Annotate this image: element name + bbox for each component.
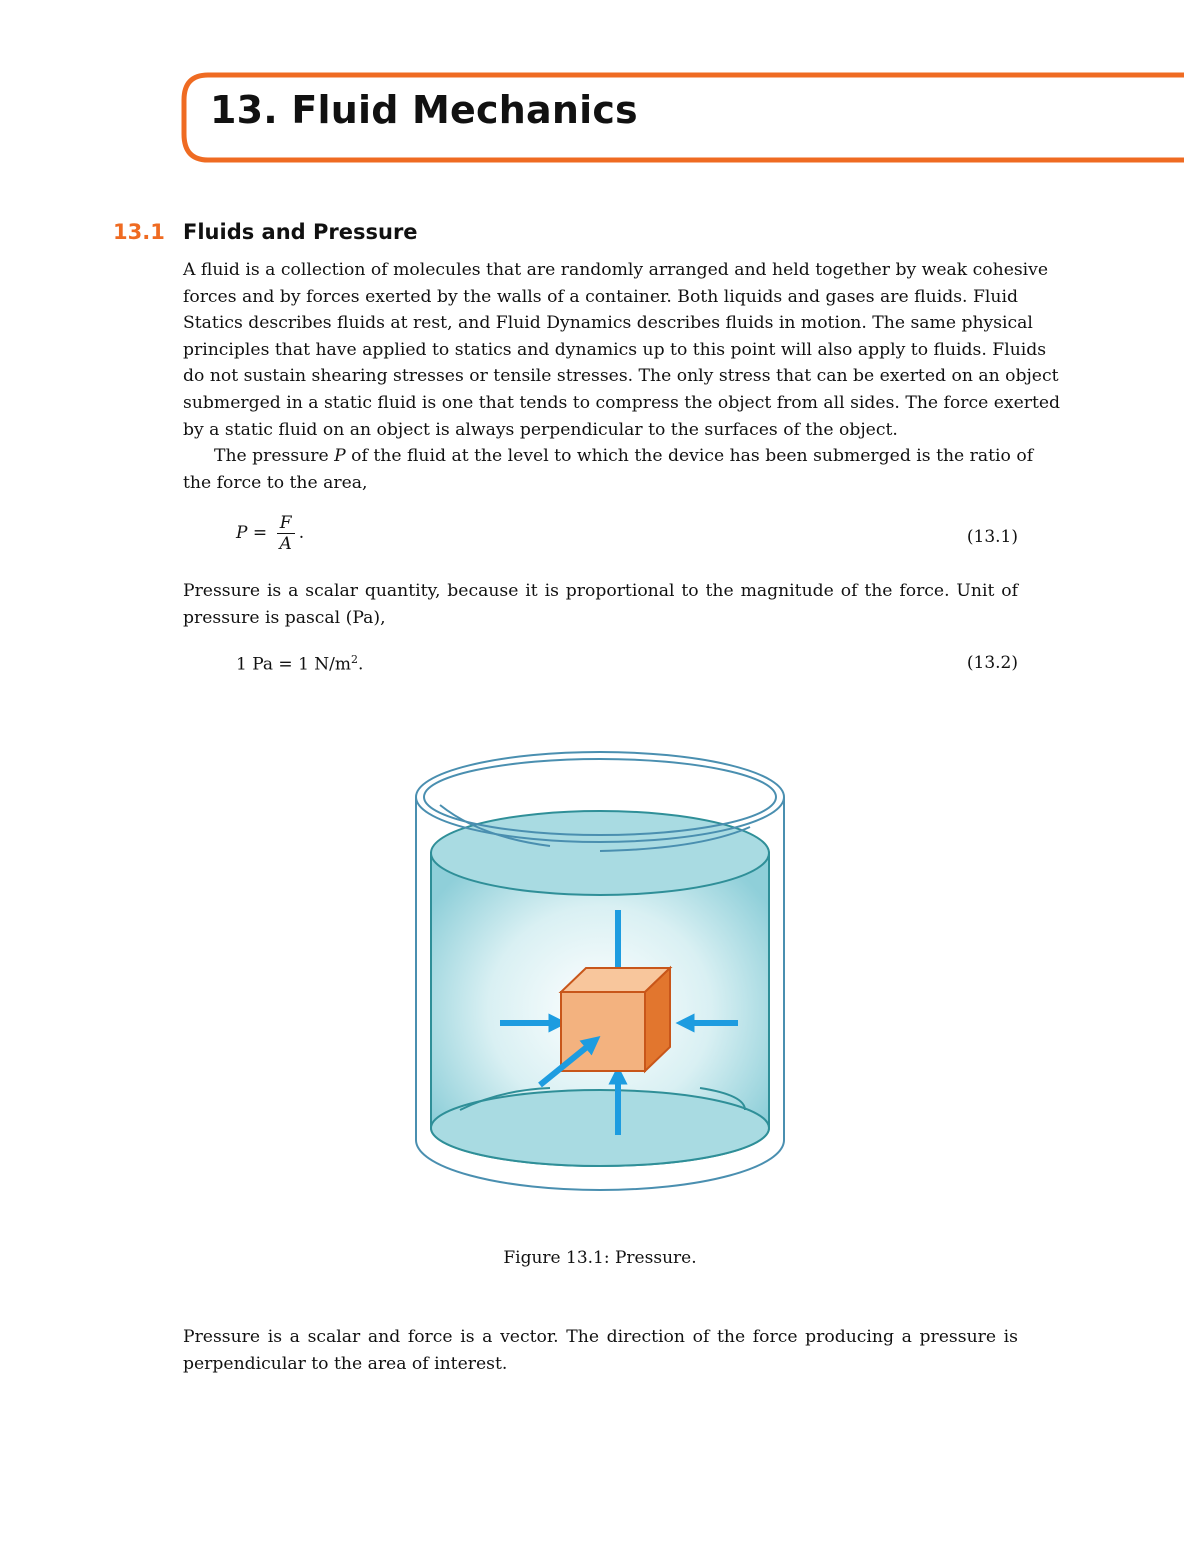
paragraph-pressure-vector <box>183 1324 1018 1377</box>
body-text-scalar <box>183 578 1018 631</box>
figure-caption: Figure 13.1: Pressure. <box>503 1248 697 1268</box>
equation-exponent: 2 <box>351 653 359 666</box>
paragraph-pressure-scalar <box>183 578 1018 631</box>
fraction-numerator: F <box>277 513 295 534</box>
chapter-title: 13. Fluid Mechanics <box>210 88 638 132</box>
equation-13-1 <box>183 513 1018 563</box>
text-line: do not sustain shearing stresses or tensile stresses. The only stress that can be exerted on an object <box>183 366 1059 387</box>
water-surface <box>431 811 769 895</box>
body-text-intro <box>183 257 1061 496</box>
text-line: pressure is pascal (Pa), <box>183 607 386 628</box>
text-line: Pressure is a scalar quantity, because it is proportional to the magnitude of the force. Unit of <box>183 581 1018 601</box>
equation-lhs: P = <box>236 523 268 543</box>
equation-period: . <box>358 654 364 675</box>
paragraph-pressure-definition <box>183 443 1034 496</box>
text-line: the force to the area, <box>183 472 368 493</box>
text-line: by a static fluid on an object is always perpendicular to the surfaces of the object. <box>183 419 898 440</box>
pressure-symbol: P <box>334 446 346 467</box>
text-line: A fluid is a collection of molecules that are randomly arranged and held together by weak cohesive <box>183 260 1049 280</box>
text-run: The pressure <box>214 446 335 467</box>
equation-text: 1 Pa = 1 N/m <box>236 654 352 675</box>
text-line <box>183 443 1034 470</box>
text-line: perpendicular to the area of interest. <box>183 1353 508 1374</box>
text-line: forces and by forces exerted by the walls of a container. Both liquids and gases are fluids. Fluid <box>183 286 1018 307</box>
fraction-denominator: A <box>279 534 292 554</box>
pressure-figure <box>400 745 800 1205</box>
text-line: principles that have applied to statics and dynamics up to this point will also apply to fluids. Fluids <box>183 339 1047 360</box>
equation-period: . <box>298 523 305 543</box>
equation-body <box>236 653 363 675</box>
equation-13-2 <box>183 652 1018 702</box>
text-line: Pressure is a scalar and force is a vector. The direction of the force producing a pressure is <box>183 1327 1018 1347</box>
fraction <box>277 513 295 554</box>
text-line: submerged in a static fluid is one that tends to compress the object from all sides. The force exerted <box>183 392 1061 413</box>
section-heading <box>113 220 813 244</box>
text-line: Statics describes fluids at rest, and Fluid Dynamics describes fluids in motion. The same physical <box>183 313 1033 334</box>
section-title: Fluids and Pressure <box>183 220 418 244</box>
paragraph-fluid-definition <box>183 257 1061 443</box>
equation-body <box>236 513 304 554</box>
body-text-vector <box>183 1324 1018 1377</box>
text-run: of the fluid at the level to which the device has been submerged is the ratio of <box>345 446 1034 467</box>
equation-number: (13.1) <box>966 527 1018 547</box>
equation-number: (13.2) <box>966 653 1018 673</box>
section-number: 13.1 <box>113 220 165 244</box>
